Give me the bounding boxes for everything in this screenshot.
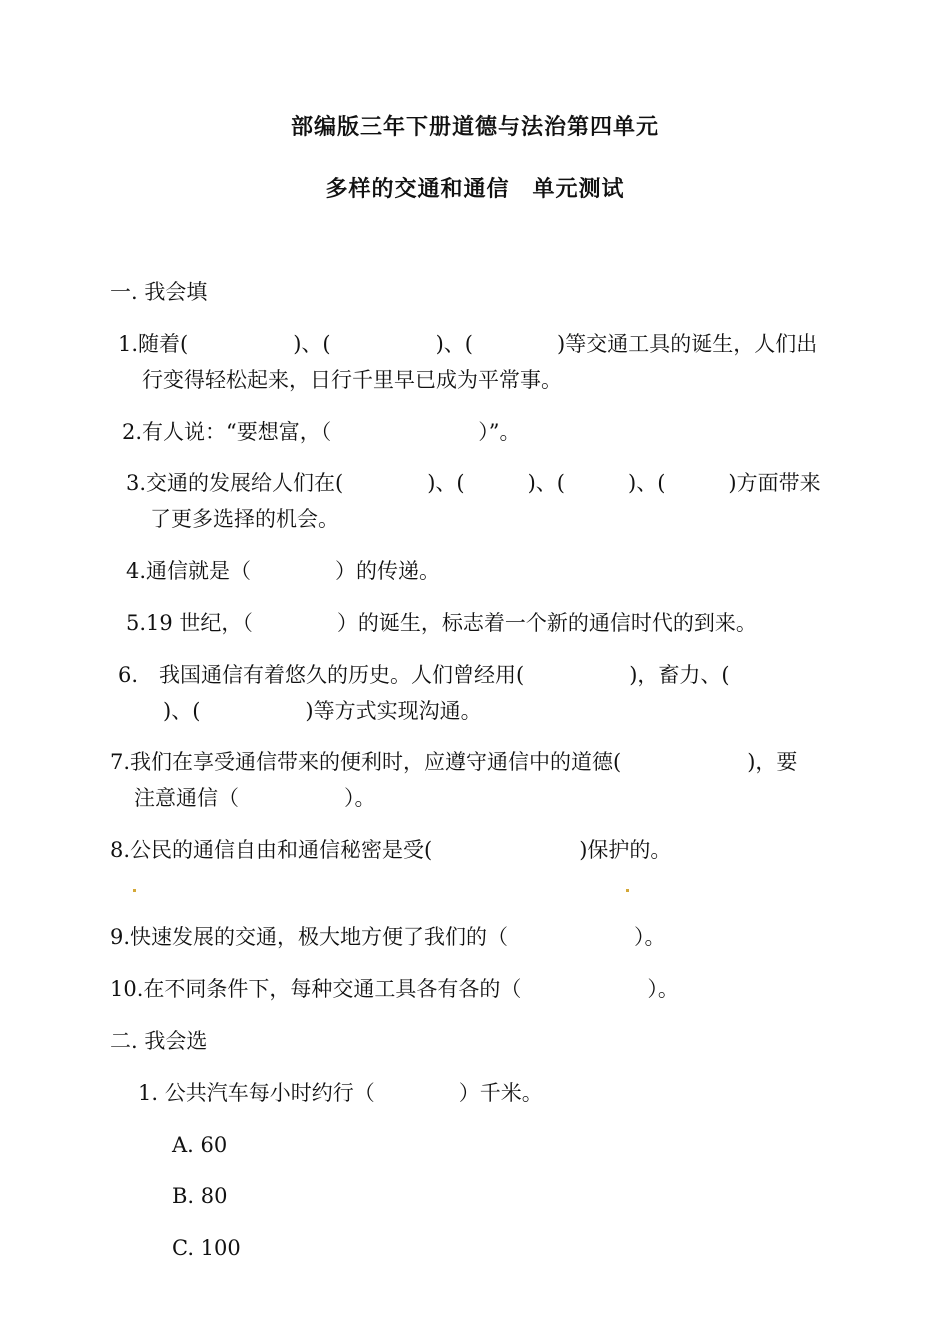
question-9: 9.快速发展的交通，极大地方便了我们的（ ）。 — [110, 925, 666, 949]
option-c: C. 100 — [172, 1236, 241, 1260]
document-subtitle: 多样的交通和通信 单元测试 — [325, 177, 625, 202]
question-10: 10.在不同条件下，每种交通工具各有各的（ ）。 — [110, 977, 679, 1001]
question-6-line-1: 6. 我国通信有着悠久的历史。人们曾经用( )，畜力、( — [118, 663, 730, 687]
question-1-line-2: 行变得轻松起来，日行千里早已成为平常事。 — [142, 368, 562, 392]
question-5: 5.19 世纪，（ ）的诞生，标志着一个新的通信时代的到来。 — [126, 611, 757, 635]
question-8: 8.公民的通信自由和通信秘密是受( )保护的。 — [110, 838, 672, 862]
scan-dot — [626, 889, 629, 892]
question-3-line-2: 了更多选择的机会。 — [150, 507, 339, 531]
section-heading-fill: 一. 我会填 — [110, 280, 208, 304]
scan-dot — [133, 889, 136, 892]
question-7-line-1: 7.我们在享受通信带来的便利时，应遵守通信中的道德( )，要 — [110, 750, 798, 774]
section-heading-choice: 二. 我会选 — [110, 1029, 208, 1053]
choice-question-1: 1. 公共汽车每小时约行（ ）千米。 — [138, 1081, 543, 1105]
option-a: A. 60 — [172, 1133, 228, 1157]
document-title: 部编版三年下册道德与法治第四单元 — [290, 115, 659, 140]
question-4: 4.通信就是（ ）的传递。 — [126, 559, 441, 583]
option-b: B. 80 — [172, 1184, 228, 1208]
question-2: 2.有人说：“要想富，（ ）”。 — [122, 420, 521, 444]
question-1-line-1: 1.随着( )、( )、( )等交通工具的诞生，人们出 — [118, 332, 818, 356]
question-6-line-2: )、( )等方式实现沟通。 — [142, 699, 482, 723]
question-7-line-2: 注意通信（ ）。 — [134, 786, 376, 810]
question-3-line-1: 3.交通的发展给人们在( )、( )、( )、( )方面带来 — [126, 471, 821, 495]
